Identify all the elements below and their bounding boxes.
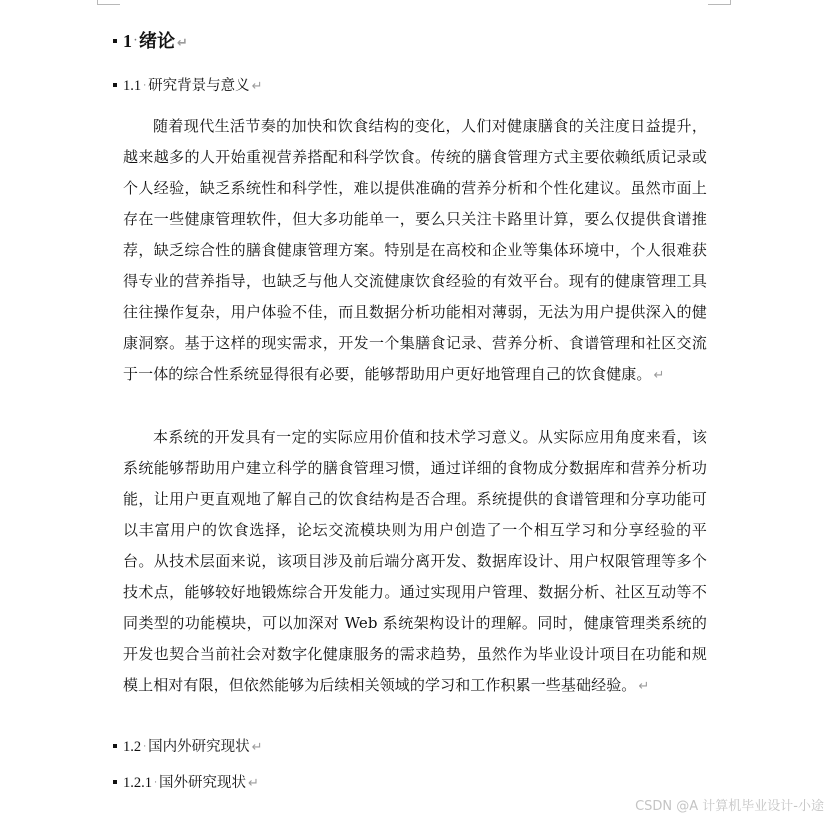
paragraph-mark-icon: ↵	[638, 679, 650, 694]
paragraph-text: 本系统的开发具有一定的实际应用价值和技术学习意义。从实际应用角度来看，该系统能够帮助用户建立科学的膳食管理习惯，通过详细的食物成分数据库和营养分析功能，让用户更直观地了解自己的饮食结构是否合理。系统提供的食谱管理和分享功能可以丰富用户的饮食选择，论坛交流模块则为用户创造了一个相互学习和分享经验的平台。从技术层面来说，该项目涉及前后端分离开发、数据库设计、用户权限管理等多个技术点，能够较好地锻炼综合开发能力。通过实现用户管理、数据分析、社区互动等不同类型的功能模块，可以加深对 Web 系统架构设计的理解。同时，健康管理类系统的开发也契合当前社会对数字化健康服务的需求趋势，虽然作为毕业设计项目在功能和规模上相对有限，但依然能够为后续相关领域的学习和工作积累一些基础经验。	[123, 428, 707, 694]
chapter-number: 1	[123, 31, 132, 51]
chapter-heading	[113, 28, 188, 57]
paragraph-mark-icon: ↵	[248, 776, 259, 791]
page-corner-mark-left	[97, 0, 120, 5]
body-paragraph	[123, 422, 707, 702]
heading-space-mark: ·	[143, 742, 147, 752]
watermark: CSDN @A 计算机毕业设计-小途	[635, 799, 824, 814]
paragraph-mark-icon: ↵	[251, 740, 263, 755]
paragraph-text: 随着现代生活节奏的加快和饮食结构的变化，人们对健康膳食的关注度日益提升，越来越多的人开始重视营养搭配和科学饮食。传统的膳食管理方式主要依赖纸质记录或个人经验，缺乏系统性和科学性，难以提供准确的营养分析和个性化建议。虽然市面上存在一些健康管理软件，但大多功能单一，要么只关注卡路里计算，要么仅提供食谱推荐，缺乏综合性的膳食健康管理方案。特别是在高校和企业等集体环境中，个人很难获得专业的营养指导，也缺乏与他人交流健康饮食经验的有效平台。现有的健康管理工具往往操作复杂，用户体验不佳，而且数据分析功能相对薄弱，无法为用户提供深入的健康洞察。基于这样的现实需求，开发一个集膳食记录、营养分析、食谱管理和社区交流于一体的综合性系统显得很有必要，能够帮助用户更好地管理自己的饮食健康。	[123, 117, 707, 383]
heading-bullet-icon	[113, 780, 117, 784]
paragraph-mark-icon: ↵	[251, 79, 263, 94]
section-heading-1-2-1	[113, 772, 259, 795]
heading-bullet-icon	[113, 744, 117, 748]
section-heading-1-2	[113, 736, 263, 759]
section-title: 国内外研究现状	[148, 739, 250, 755]
section-number: 1.1	[123, 78, 142, 94]
heading-space-mark: ·	[133, 36, 138, 46]
paragraph-mark-icon: ↵	[653, 368, 665, 383]
chapter-title: 绪论	[139, 31, 175, 52]
page-corner-mark-right	[708, 0, 731, 5]
heading-bullet-icon	[113, 83, 117, 87]
paragraph-mark-icon: ↵	[177, 36, 188, 51]
section-heading-1-1	[113, 75, 263, 98]
section-title: 研究背景与意义	[148, 78, 250, 94]
section-number: 1.2.1	[123, 775, 152, 791]
heading-bullet-icon	[113, 39, 117, 43]
section-number: 1.2	[123, 739, 142, 755]
heading-space-mark: ·	[143, 81, 147, 91]
heading-space-mark: ·	[154, 778, 157, 788]
body-paragraph	[123, 111, 707, 391]
section-title: 国外研究现状	[159, 775, 246, 791]
